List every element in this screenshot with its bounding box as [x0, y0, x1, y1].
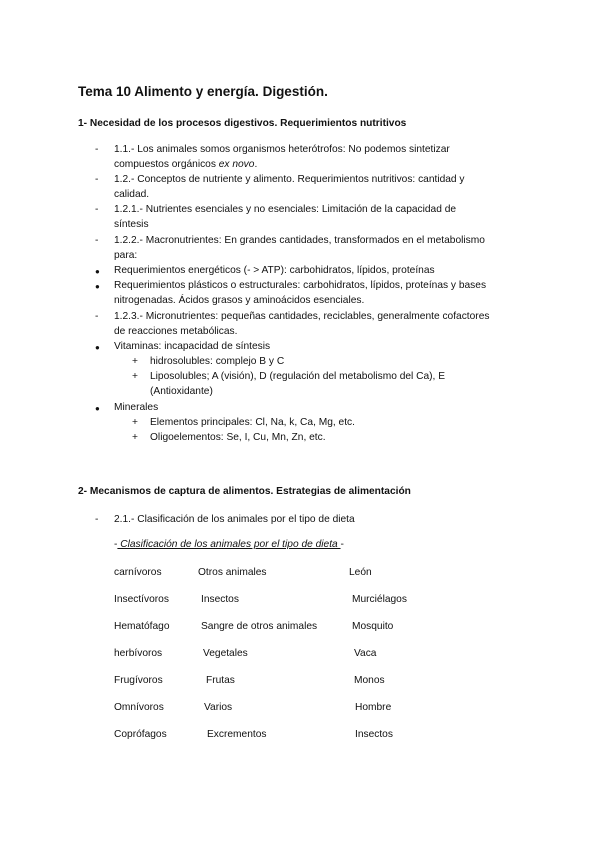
list-item: 1.2.1.- Nutrientes esenciales y no esenciales: Limitación de la capacidad de — [114, 204, 457, 215]
table-caption: - Clasificación de los animales por el tipo de dieta - — [114, 539, 344, 550]
sub-list-item: Liposolubles; A (visión), D (regulación del metabolismo del Ca), E — [150, 371, 446, 382]
sub-list-item: Elementos principales: Cl, Na, k, Ca, Mg, etc. — [150, 417, 355, 428]
list-item: 2.1.- Clasificación de los animales por el tipo de dieta — [114, 514, 355, 525]
table-cell-example: Vaca — [354, 648, 377, 659]
list-item: Vitaminas: incapacidad de síntesis — [114, 341, 271, 352]
table-cell-example: Mosquito — [352, 621, 394, 632]
list-item-continuation: compuestos orgánicos ex novo. — [114, 159, 258, 170]
sub-bullet-plus: + — [132, 432, 138, 443]
sub-bullet-plus: + — [132, 417, 138, 428]
list-item-continuation: para: — [114, 250, 138, 261]
bullet-dot: ● — [95, 267, 100, 276]
list-dash: - — [95, 514, 99, 525]
table-cell-example: Hombre — [355, 702, 392, 713]
table-cell-diet: Omnívoros — [114, 702, 164, 713]
list-item: Minerales — [114, 402, 159, 413]
list-item-continuation: de reacciones metabólicas. — [114, 326, 238, 337]
sub-bullet-plus: + — [132, 356, 138, 367]
list-item-continuation: nitrogenadas. Ácidos grasos y aminoácidos esenciales. — [114, 295, 365, 306]
list-dash: - — [95, 311, 99, 322]
sub-bullet-plus: + — [132, 371, 138, 382]
table-cell-diet: Frugívoros — [114, 675, 163, 686]
list-item: Requerimientos plásticos o estructurales: carbohidratos, lípidos, proteínas y bases — [114, 280, 487, 291]
table-cell-example: León — [349, 567, 372, 578]
section-2-heading: 2- Mecanismos de captura de alimentos. Estrategias de alimentación — [78, 486, 411, 497]
table-cell-food: Vegetales — [203, 648, 248, 659]
list-item: 1.2.2.- Macronutrientes: En grandes cantidades, transformados en el metabolismo — [114, 235, 485, 246]
table-cell-food: Varios — [204, 702, 233, 713]
table-cell-diet: Hematófago — [114, 621, 170, 632]
page-title: Tema 10 Alimento y energía. Digestión. — [78, 84, 328, 99]
italic-text: ex novo — [218, 159, 255, 170]
bullet-dot: ● — [95, 343, 100, 352]
bullet-dot: ● — [95, 282, 100, 291]
table-cell-diet: herbívoros — [114, 648, 163, 659]
table-cell-example: Monos — [354, 675, 385, 686]
list-dash: - — [95, 174, 99, 185]
list-item-continuation: síntesis — [114, 219, 149, 230]
table-cell-food: Sangre de otros animales — [201, 621, 318, 632]
section-1-heading: 1- Necesidad de los procesos digestivos. Requerimientos nutritivos — [78, 118, 407, 129]
table-cell-food: Insectos — [201, 594, 239, 605]
table-cell-food: Frutas — [206, 675, 235, 686]
table-cell-diet: Coprófagos — [114, 729, 167, 740]
table-cell-example: Insectos — [355, 729, 393, 740]
list-item: 1.1.- Los animales somos organismos heterótrofos: No podemos sintetizar — [114, 144, 450, 155]
bullet-dot: ● — [95, 404, 100, 413]
list-item-continuation: calidad. — [114, 189, 150, 200]
list-item: 1.2.3.- Micronutrientes: pequeñas cantidades, reciclables, generalmente cofactores — [114, 311, 490, 322]
list-dash: - — [95, 235, 99, 246]
table-cell-diet: carnívoros — [114, 567, 162, 578]
sub-list-item: Oligoelementos: Se, I, Cu, Mn, Zn, etc. — [150, 432, 326, 443]
table-cell-food: Otros animales — [198, 567, 267, 578]
table-cell-diet: Insectívoros — [114, 594, 169, 605]
list-item: 1.2.- Conceptos de nutriente y alimento. Requerimientos nutritivos: cantidad y — [114, 174, 465, 185]
list-item: Requerimientos energéticos (- > ATP): carbohidratos, lípidos, proteínas — [114, 265, 435, 276]
sub-list-item: hidrosolubles: complejo B y C — [150, 356, 285, 367]
sub-list-item-continuation: (Antioxidante) — [150, 386, 213, 397]
table-cell-food: Excrementos — [207, 729, 267, 740]
list-dash: - — [95, 204, 99, 215]
table-cell-example: Murciélagos — [352, 594, 407, 605]
list-dash: - — [95, 144, 99, 155]
